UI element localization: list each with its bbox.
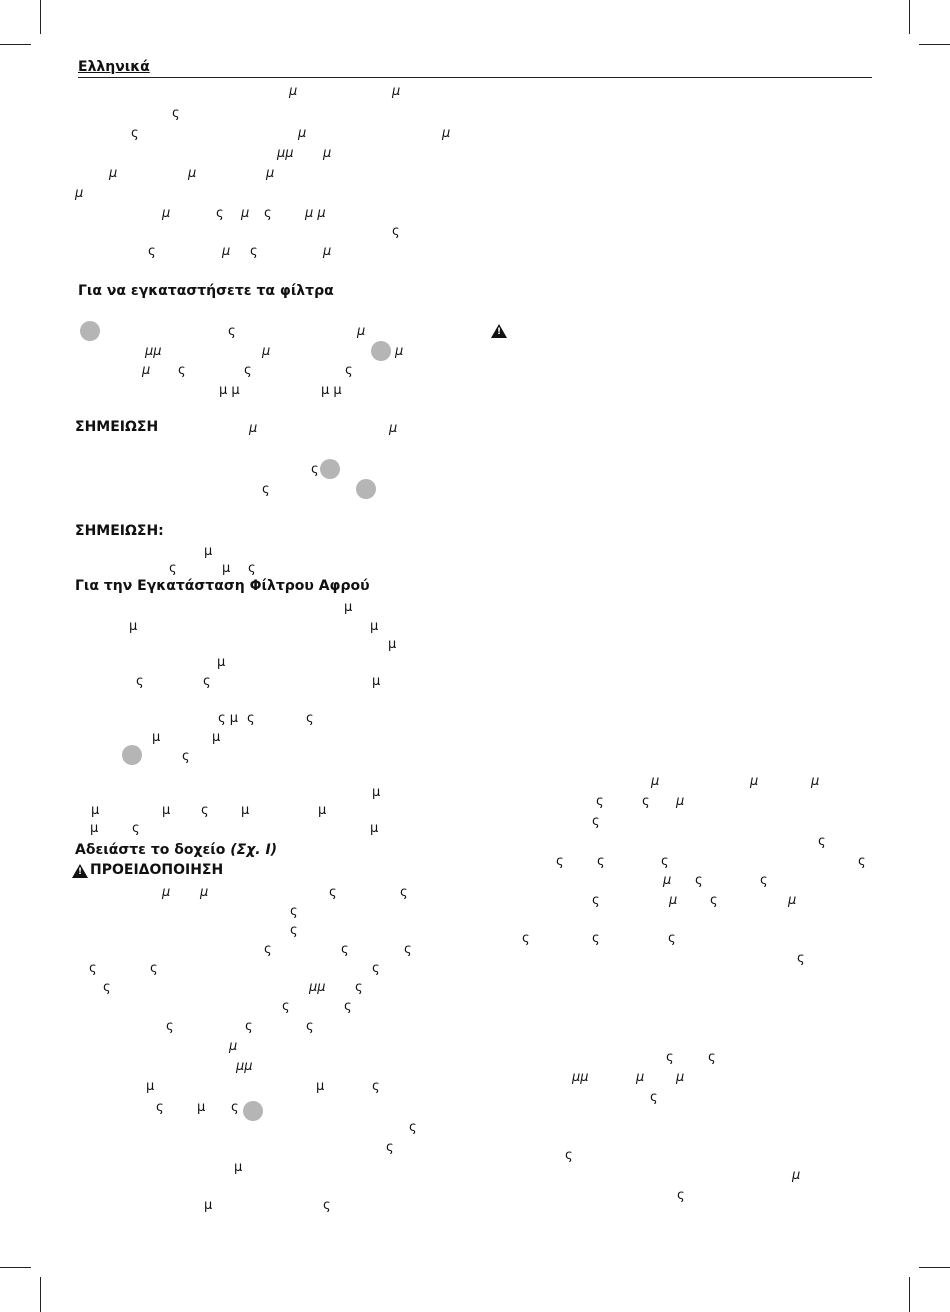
glyph: μ	[241, 206, 250, 221]
glyph: μ	[266, 166, 275, 181]
glyph: μ μ	[219, 383, 240, 398]
glyph: ς	[708, 1050, 716, 1065]
glyph: μ	[372, 674, 381, 689]
glyph: ς	[182, 749, 190, 764]
glyph: μμ	[277, 146, 294, 161]
glyph: ς	[592, 893, 600, 908]
glyph: ς	[372, 1079, 380, 1094]
glyph: μ	[750, 774, 759, 789]
glyph: ς	[592, 814, 600, 829]
glyph: ς	[306, 711, 314, 726]
glyph: ς	[148, 244, 156, 259]
glyph: μ	[162, 803, 171, 818]
glyph: ς	[345, 363, 353, 378]
glyph: μ	[262, 344, 271, 359]
glyph: μμ	[145, 344, 162, 359]
glyph: ς	[244, 363, 252, 378]
glyph: μ	[442, 126, 451, 141]
glyph: ς	[132, 821, 140, 836]
glyph: μ	[204, 1198, 213, 1213]
glyph: ς	[404, 942, 412, 957]
glyph: ς	[400, 885, 408, 900]
glyph: ς	[666, 1050, 674, 1065]
glyph: μ	[676, 794, 685, 809]
glyph: μ	[109, 166, 118, 181]
glyph: ς	[166, 1019, 174, 1034]
glyph: μ	[229, 1039, 238, 1054]
glyph: ς	[329, 885, 337, 900]
crop-mark	[0, 1267, 31, 1268]
heading-empty-bin	[75, 842, 277, 858]
glyph: μ	[222, 244, 231, 259]
glyph: ς	[250, 244, 258, 259]
glyph: ς	[178, 363, 186, 378]
glyph: ς	[136, 674, 144, 689]
glyph: μ	[200, 885, 209, 900]
glyph: ς	[597, 854, 605, 869]
glyph: μ	[241, 803, 250, 818]
glyph: ς	[323, 1198, 331, 1213]
glyph: μ	[316, 1079, 325, 1094]
crop-mark	[0, 44, 31, 45]
glyph: ς	[311, 462, 319, 477]
glyph: ς	[172, 106, 180, 121]
crop-mark	[40, 0, 41, 34]
glyph: ς	[282, 999, 290, 1014]
glyph: ς	[290, 904, 298, 919]
heading-note-colon: ΣΗΜΕΙΩΣΗ:	[75, 523, 164, 539]
glyph: ς	[290, 923, 298, 938]
glyph: ς	[355, 980, 363, 995]
glyph: μ	[663, 873, 672, 888]
glyph: μ μ	[321, 383, 342, 398]
glyph: μμ	[309, 980, 326, 995]
glyph: μ	[357, 324, 366, 339]
glyph: ς	[89, 961, 97, 976]
glyph: ς	[650, 1090, 658, 1105]
figure-callout-circle	[122, 745, 142, 765]
glyph: μ	[234, 1160, 243, 1175]
glyph: ς	[169, 561, 177, 576]
glyph: μ	[318, 803, 327, 818]
glyph: μ	[75, 186, 84, 201]
glyph: ς	[668, 931, 676, 946]
glyph: μ	[217, 655, 226, 670]
warning-icon	[491, 324, 507, 338]
glyph: ς μ	[218, 711, 239, 726]
glyph: μ	[298, 126, 307, 141]
heading-install-filters: Για να εγκαταστήσετε τα φίλτρα	[78, 283, 334, 299]
glyph: ς	[344, 999, 352, 1014]
figure-callout-circle	[80, 321, 100, 341]
glyph: ς	[710, 893, 718, 908]
header-rule	[78, 77, 872, 78]
crop-mark	[40, 1277, 41, 1312]
glyph: ς	[409, 1120, 417, 1135]
glyph: ς	[695, 873, 703, 888]
glyph: μ	[204, 544, 213, 559]
glyph: μ	[142, 363, 151, 378]
glyph: μ	[811, 774, 820, 789]
glyph: μ	[388, 637, 397, 652]
glyph: ς	[522, 931, 530, 946]
glyph: μ	[370, 619, 379, 634]
glyph: ς	[760, 873, 768, 888]
glyph: μ	[392, 84, 401, 99]
glyph: ς	[565, 1148, 573, 1163]
glyph: ς	[677, 1188, 685, 1203]
glyph: μ	[372, 785, 381, 800]
glyph: μ	[162, 885, 171, 900]
glyph: μ	[188, 166, 197, 181]
glyph: ς	[596, 794, 604, 809]
figure-callout-circle	[371, 341, 391, 361]
glyph: μ	[212, 730, 221, 745]
glyph: ς	[372, 961, 380, 976]
glyph: ς	[150, 961, 158, 976]
heading-empty-bin-figure-ref: (Σχ. I)	[230, 842, 278, 858]
glyph: μ	[792, 1168, 801, 1183]
figure-callout-circle	[320, 459, 340, 479]
glyph: ς	[306, 1019, 314, 1034]
glyph: ς	[264, 942, 272, 957]
glyph: ς	[386, 1140, 394, 1155]
glyph: μ	[788, 893, 797, 908]
heading-install-foam-filter: Για την Εγκατάσταση Φίλτρου Αφρού	[75, 578, 370, 594]
crop-mark	[919, 1267, 950, 1268]
heading-empty-bin-text: Αδειάστε το δοχείο	[75, 842, 226, 858]
glyph: ς	[341, 942, 349, 957]
glyph: ς	[228, 324, 236, 339]
glyph: μ	[146, 1079, 155, 1094]
glyph: ς	[858, 854, 866, 869]
glyph: ς	[156, 1100, 164, 1115]
glyph: μ	[676, 1070, 685, 1085]
glyph: μ	[651, 774, 660, 789]
glyph: ς	[661, 854, 669, 869]
crop-mark	[909, 1277, 910, 1312]
glyph: μ	[129, 619, 138, 634]
glyph: ς	[245, 1019, 253, 1034]
glyph: ς	[392, 224, 400, 239]
glyph: μ	[636, 1070, 645, 1085]
glyph: ς	[131, 126, 139, 141]
heading-note: ΣΗΜΕΙΩΣΗ	[75, 419, 159, 435]
glyph: μ	[91, 803, 100, 818]
glyph: ς	[556, 854, 564, 869]
glyph: μ	[370, 821, 379, 836]
warning-icon	[72, 864, 88, 878]
glyph: μ	[249, 421, 258, 436]
glyph: ς	[642, 794, 650, 809]
figure-callout-circle	[356, 479, 376, 499]
glyph: ς	[247, 711, 255, 726]
crop-mark	[909, 0, 910, 34]
glyph: μμ	[236, 1059, 253, 1074]
glyph: μ	[323, 146, 332, 161]
glyph: ς	[262, 482, 270, 497]
crop-mark	[919, 44, 950, 45]
glyph: μ	[90, 821, 99, 836]
glyph: μμ	[572, 1070, 589, 1085]
glyph: μ	[389, 421, 398, 436]
glyph: ς	[264, 206, 272, 221]
glyph: ς	[592, 931, 600, 946]
glyph: μ	[289, 84, 298, 99]
glyph: ς	[203, 674, 211, 689]
glyph: μ μ	[305, 206, 326, 221]
glyph: ς	[248, 561, 256, 576]
glyph: ς	[231, 1100, 239, 1115]
glyph: μ	[222, 561, 231, 576]
glyph: ς	[797, 951, 805, 966]
glyph: μ	[669, 893, 678, 908]
glyph: μ	[344, 600, 353, 615]
figure-callout-circle	[243, 1101, 263, 1121]
glyph: ς	[216, 206, 224, 221]
page-language-label: Ελληνικά	[78, 59, 150, 75]
glyph: μ	[162, 206, 171, 221]
glyph: μ	[152, 730, 161, 745]
glyph: ς	[201, 803, 209, 818]
heading-warning: ΠΡΟΕΙΔΟΠΟΙΗΣΗ	[90, 862, 224, 878]
glyph: μ	[197, 1100, 206, 1115]
glyph: μ	[323, 244, 332, 259]
glyph: μ	[395, 344, 404, 359]
glyph: ς	[103, 980, 111, 995]
glyph: ς	[818, 834, 826, 849]
